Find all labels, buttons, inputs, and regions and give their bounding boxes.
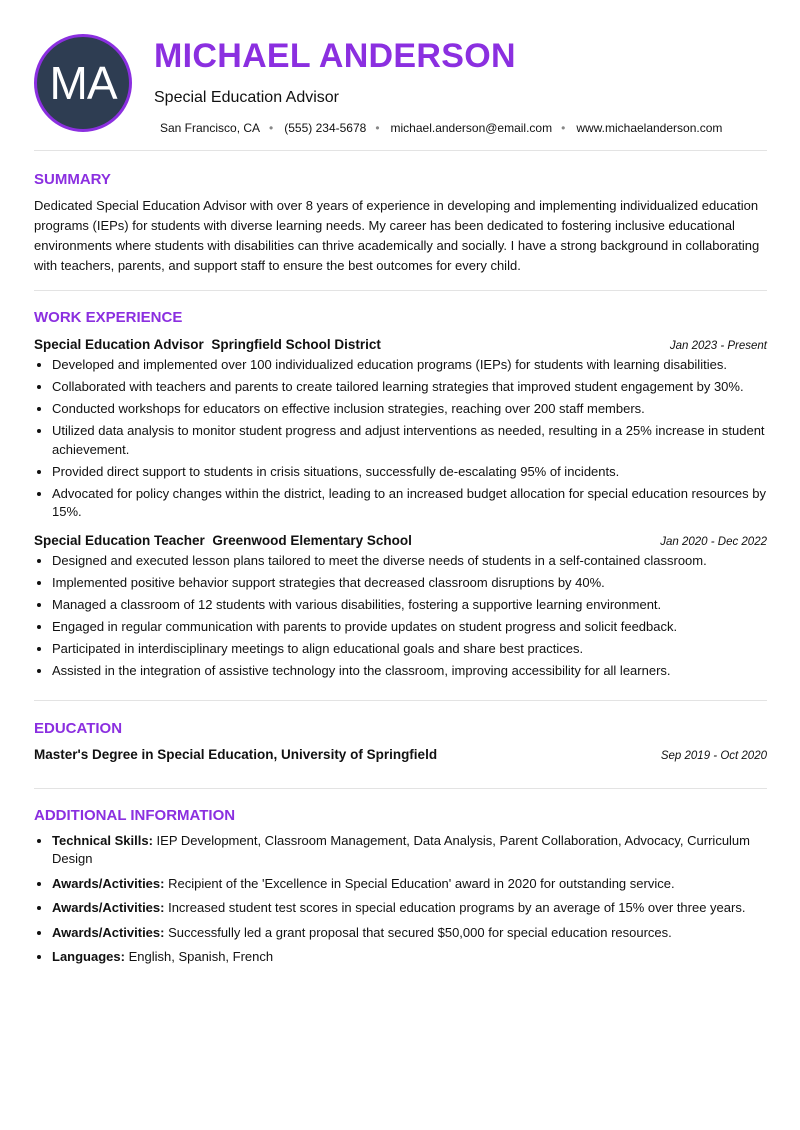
- separator-dot: •: [375, 121, 380, 135]
- work-experience-section: [34, 291, 767, 701]
- list-item: [52, 948, 767, 967]
- list-item: [52, 899, 767, 918]
- resume-header: [34, 0, 767, 151]
- item-label: Languages:: [52, 949, 125, 964]
- job-bullets: [34, 552, 767, 681]
- email-link[interactable]: michael.anderson@email.com: [390, 121, 553, 135]
- job-date: Jan 2020 - Dec 2022: [660, 535, 767, 548]
- list-item: [52, 832, 767, 869]
- list-item: • Developed and implemented over 100 individualized education programs (IEPs) for students with learning disabilities.: [52, 356, 767, 375]
- phone: (555) 234-5678: [284, 121, 367, 135]
- section-heading: WORK EXPERIENCE: [34, 309, 183, 326]
- list-item: • Designed and executed lesson plans tailored to meet the diverse needs of students in a self-contained classroom.: [52, 552, 767, 571]
- item-label: Awards/Activities:: [52, 900, 165, 915]
- job-company: Greenwood Elementary School: [212, 532, 412, 548]
- separator-dot: •: [561, 121, 566, 135]
- education-entry: [34, 747, 767, 762]
- job-header: [34, 337, 767, 352]
- item-label: Technical Skills:: [52, 832, 153, 848]
- list-item: • Implemented positive behavior support strategies that decreased classroom disruptions by 40%.: [52, 574, 767, 593]
- job-company: Springfield School District: [211, 337, 381, 352]
- education-section: [34, 701, 767, 789]
- job-role-company: [34, 533, 412, 548]
- candidate-name: MICHAEL ANDERSON: [154, 37, 516, 75]
- item-text: Successfully led a grant proposal that secured $50,000 for special education resources.: [164, 924, 672, 940]
- item-label: Awards/Activities:: [52, 924, 165, 940]
- list-item: • Collaborated with teachers and parents to create tailored learning strategies that improved student engagement by 30%.: [52, 378, 767, 397]
- separator-dot: •: [269, 121, 274, 135]
- job-role: Special Education Advisor: [34, 337, 204, 352]
- contact-info: [160, 121, 722, 135]
- item-text: English, Spanish, French: [124, 949, 274, 964]
- job-title: Special Education Advisor: [154, 89, 339, 106]
- list-item: • Utilized data analysis to monitor student progress and adjust interventions as needed, resulting in a 25% increase in student achievement.: [52, 422, 767, 459]
- additional-info-section: [34, 789, 767, 967]
- education-date: Sep 2019 - Oct 2020: [660, 749, 767, 762]
- list-item: • Conducted workshops for educators on effective inclusion strategies, reaching over 200 staff members.: [52, 400, 767, 419]
- job-bullets: [34, 356, 767, 522]
- job-role-company: [34, 337, 381, 352]
- additional-info-list: [34, 832, 767, 967]
- list-item: • Managed a classroom of 12 students with various disabilities, fostering a supportive learning environment.: [52, 596, 767, 615]
- list-item: • Engaged in regular communication with parents to provide updates on student progress and solicit feedback.: [52, 618, 767, 637]
- list-item: • Advocated for policy changes within the district, leading to an increased budget allocation for special education resources by 15%.: [52, 485, 767, 522]
- section-heading: ADDITIONAL INFORMATION: [34, 806, 236, 824]
- list-item: • Participated in interdisciplinary meetings to align educational goals and share best practices.: [52, 640, 767, 659]
- section-heading: SUMMARY: [34, 171, 111, 188]
- item-text: IEP Development, Classroom Management, Data Analysis, Parent Collaboration, Advocacy, Curriculum Design: [52, 832, 750, 866]
- job-header: [34, 533, 767, 548]
- summary-section: [34, 151, 767, 291]
- location: San Francisco, CA: [160, 121, 261, 135]
- summary-text: Dedicated Special Education Advisor with over 8 years of experience in developing and implementing individualized education programs (IEPs) for students with diverse learning needs. My career has been dedicated to fostering inclusive educational environments where students with disabilities can thrive academically and socially. I have a strong background in collaborating with teachers, parents, and support staff to ensure the best outcomes for every child.: [34, 198, 760, 273]
- job-role: Special Education Teacher: [34, 532, 205, 548]
- list-item: [52, 875, 767, 894]
- degree: Master's Degree in Special Education, University of Springfield: [34, 746, 438, 762]
- item-label: Awards/Activities:: [52, 875, 165, 891]
- item-text: Increased student test scores in special education programs by an average of 15% over three years.: [164, 900, 746, 915]
- list-item: • Provided direct support to students in crisis situations, successfully de-escalating 95% of incidents.: [52, 463, 767, 482]
- list-item: [52, 924, 767, 943]
- job-date: Jan 2023 - Present: [669, 340, 767, 352]
- list-item: • Assisted in the integration of assistive technology into the classroom, improving accessibility for all learners.: [52, 662, 767, 681]
- website-link[interactable]: www.michaelanderson.com: [576, 121, 723, 135]
- avatar: MA: [34, 34, 132, 132]
- item-text: Recipient of the 'Excellence in Special Education' award in 2020 for outstanding service.: [164, 875, 675, 891]
- section-heading: EDUCATION: [34, 719, 123, 737]
